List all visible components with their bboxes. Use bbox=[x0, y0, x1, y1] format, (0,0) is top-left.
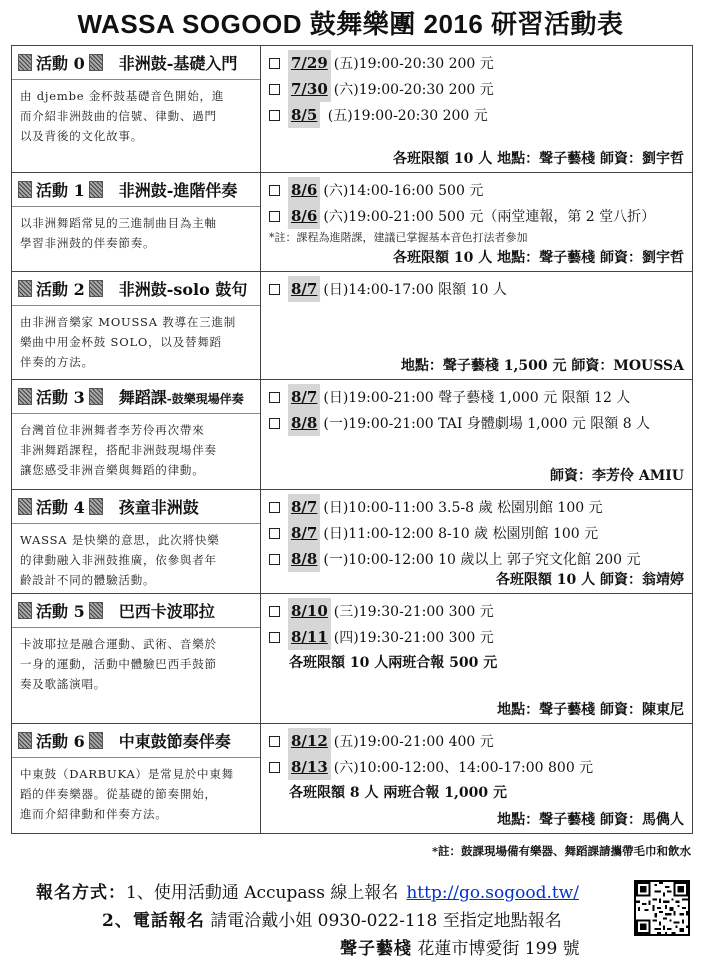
session-note: *註：課程為進階課，建議已掌握基本音色打法者參加 bbox=[269, 231, 528, 244]
session-date: 8/12 bbox=[288, 728, 331, 754]
registration-method-phone-label: 2、電話報名 bbox=[102, 911, 205, 931]
session-details: (五)19:00-20:30 200 元 bbox=[333, 56, 494, 72]
activity-label: 活動 4 bbox=[36, 498, 85, 517]
session-date: 8/11 bbox=[288, 624, 331, 650]
session-details: (日)10:00-11:00 3.5-8 歲 松園別館 100 元 bbox=[323, 500, 603, 516]
session-date: 8/8 bbox=[288, 410, 320, 436]
activity-label: 活動 2 bbox=[36, 280, 85, 299]
activity-description bbox=[12, 80, 260, 146]
session-checkbox[interactable] bbox=[269, 392, 280, 403]
session-details: (日)19:00-21:00 聲子藝棧 1,000 元 限額 12 人 bbox=[323, 390, 631, 406]
activity-row bbox=[12, 490, 693, 594]
activity-label: 活動 1 bbox=[36, 181, 85, 200]
activity-description-line: 以非洲舞蹈常見的三進制曲目為主軸 bbox=[20, 216, 217, 230]
activity-description-line: 奏及歌謠演唱。 bbox=[20, 677, 107, 691]
session-checkbox[interactable] bbox=[269, 632, 280, 643]
session-details: (六)19:00-20:30 200 元 bbox=[333, 82, 494, 98]
session-date: 8/7 bbox=[288, 520, 320, 546]
activity-description-line: 蹈的伴奏樂器。從基礎的節奏開始， bbox=[20, 787, 217, 801]
activity-description-line: 的律動融入非洲鼓推廣，依參與者年 bbox=[20, 553, 217, 567]
activity-name: 舞蹈課-鼓樂現場伴奏 bbox=[118, 388, 244, 407]
activity-name: 中東鼓節奏伴奏 bbox=[118, 732, 231, 751]
combined-price-note: 各班限額 10 人兩班合報 500 元 bbox=[289, 655, 498, 671]
block-marker-icon bbox=[18, 498, 32, 515]
footnote: *註：鼓課現場備有樂器、舞蹈課請攜帶毛巾和飲水 bbox=[431, 844, 691, 858]
activity-info: 各班限額 10 人 地點：聲子藝棧 師資：劉宇哲 bbox=[393, 250, 684, 266]
session-line bbox=[269, 177, 686, 203]
session-line bbox=[269, 754, 686, 780]
activity-row bbox=[12, 594, 693, 724]
block-marker-icon bbox=[89, 54, 103, 71]
activity-description bbox=[12, 524, 260, 590]
session-checkbox[interactable] bbox=[269, 418, 280, 429]
activity-row bbox=[12, 173, 693, 272]
session-date: 8/7 bbox=[288, 276, 320, 302]
session-details: (日)11:00-12:00 8-10 歲 松園別館 100 元 bbox=[323, 526, 599, 542]
session-date: 8/10 bbox=[288, 598, 331, 624]
session-line bbox=[269, 384, 686, 410]
session-line bbox=[269, 494, 686, 520]
session-checkbox[interactable] bbox=[269, 211, 280, 222]
activity-header bbox=[12, 46, 260, 80]
session-checkbox[interactable] bbox=[269, 185, 280, 196]
activity-info: 地點：聲子藝棧 師資：陳東尼 bbox=[497, 702, 684, 718]
block-marker-icon bbox=[89, 498, 103, 515]
activity-info: 地點：聲子藝棧 師資：馬儁人 bbox=[497, 812, 684, 828]
activity-description-line: 中東鼓（DARBUKA）是常見於中東舞 bbox=[20, 767, 234, 781]
session-checkbox[interactable] bbox=[269, 606, 280, 617]
session-details: (六)14:00-16:00 500 元 bbox=[323, 183, 484, 199]
block-marker-icon bbox=[89, 388, 103, 405]
session-line bbox=[269, 203, 686, 229]
session-date: 8/7 bbox=[288, 384, 320, 410]
activity-description bbox=[12, 414, 260, 480]
combined-price-note: 各班限額 8 人 兩班合報 1,000 元 bbox=[289, 785, 507, 801]
session-date: 7/30 bbox=[288, 76, 331, 102]
session-line bbox=[269, 728, 686, 754]
session-checkbox[interactable] bbox=[269, 736, 280, 747]
activity-description bbox=[12, 306, 260, 372]
activity-header bbox=[12, 380, 260, 414]
session-date: 8/6 bbox=[288, 177, 320, 203]
block-marker-icon bbox=[89, 280, 103, 297]
activity-description-line: 台灣首位非洲舞者李芳伶再次帶來 bbox=[20, 423, 205, 437]
session-details: (一)19:00-21:00 TAI 身體劇場 1,000 元 限額 8 人 bbox=[323, 416, 651, 432]
activity-description-line: 學習非洲鼓的伴奏節奏。 bbox=[20, 236, 156, 250]
session-date: 8/5 bbox=[288, 102, 320, 128]
session-date: 8/6 bbox=[288, 203, 320, 229]
page-title: WASSA SOGOOD 鼓舞樂團 2016 研習活動表 bbox=[77, 9, 624, 39]
session-checkbox[interactable] bbox=[269, 110, 280, 121]
session-date: 7/29 bbox=[288, 50, 331, 76]
block-marker-icon bbox=[89, 181, 103, 198]
session-details: (一)10:00-12:00 10 歲以上 郭子究文化館 200 元 bbox=[323, 552, 641, 568]
venue-address: 花蓮市博愛街 199 號 bbox=[417, 939, 580, 959]
activity-description-line: 樂曲中用金杯鼓 SOLO，以及替舞蹈 bbox=[20, 335, 222, 349]
block-marker-icon bbox=[89, 732, 103, 749]
block-marker-icon bbox=[18, 602, 32, 619]
session-details: (五)19:00-20:30 200 元 bbox=[323, 108, 488, 124]
block-marker-icon bbox=[18, 280, 32, 297]
registration-line-2 bbox=[102, 906, 562, 931]
session-line bbox=[269, 410, 686, 436]
activity-label: 活動 6 bbox=[36, 732, 85, 751]
session-details: (日)14:00-17:00 限額 10 人 bbox=[323, 282, 507, 298]
activity-description bbox=[12, 758, 260, 824]
activity-info: 各班限額 10 人 地點：聲子藝棧 師資：劉宇哲 bbox=[393, 151, 684, 167]
registration-method-online: 1、使用活動通 Accupass 線上報名 bbox=[126, 883, 399, 903]
session-checkbox[interactable] bbox=[269, 84, 280, 95]
activity-label: 活動 0 bbox=[36, 54, 85, 73]
session-checkbox[interactable] bbox=[269, 554, 280, 565]
venue-name: 聲子藝棧 bbox=[340, 939, 412, 959]
activity-description bbox=[12, 628, 260, 694]
venue-address-line bbox=[340, 934, 580, 959]
session-date: 8/7 bbox=[288, 494, 320, 520]
session-checkbox[interactable] bbox=[269, 528, 280, 539]
activity-schedule-table bbox=[11, 45, 693, 834]
session-details: (四)19:30-21:00 300 元 bbox=[333, 630, 494, 646]
session-date: 8/8 bbox=[288, 546, 320, 572]
activity-description-line: 由 djembe 金杯鼓基礎音色開始，進 bbox=[20, 89, 225, 103]
session-line bbox=[269, 102, 686, 128]
activity-header bbox=[12, 272, 260, 306]
activity-header bbox=[12, 594, 260, 628]
session-line bbox=[269, 520, 686, 546]
activity-label: 活動 3 bbox=[36, 388, 85, 407]
qr-code-icon[interactable] bbox=[634, 880, 690, 936]
activity-description-line: 一身的運動，活動中體驗巴西手鼓節 bbox=[20, 657, 217, 671]
activity-header bbox=[12, 490, 260, 524]
session-checkbox[interactable] bbox=[269, 58, 280, 69]
block-marker-icon bbox=[18, 732, 32, 749]
activity-description-line: 伴奏的方法。 bbox=[20, 355, 94, 369]
activity-name: 非洲鼓-基礎入門 bbox=[118, 54, 238, 73]
registration-line-1 bbox=[36, 878, 579, 903]
activity-name: 巴西卡波耶拉 bbox=[118, 602, 215, 621]
activity-info: 各班限額 10 人 師資：翁靖婷 bbox=[495, 572, 684, 588]
activity-description-line: 進而介紹律動和伴奏方法。 bbox=[20, 807, 168, 821]
activity-row bbox=[12, 272, 693, 380]
registration-label: 報名方式： bbox=[36, 883, 126, 903]
activity-name: 非洲鼓-solo 鼓句 bbox=[118, 280, 248, 299]
activity-description-line: 讓您感受非洲音樂與舞蹈的律動。 bbox=[20, 463, 205, 477]
activity-description-line: 以及背後的文化故事。 bbox=[20, 129, 143, 143]
session-line bbox=[269, 276, 686, 302]
activity-description-line: 而介紹非洲鼓曲的信號、律動、過門 bbox=[20, 109, 217, 123]
session-checkbox[interactable] bbox=[269, 762, 280, 773]
session-details: (五)19:00-21:00 400 元 bbox=[333, 734, 494, 750]
session-line bbox=[269, 624, 686, 650]
activity-row bbox=[12, 380, 693, 490]
session-date: 8/13 bbox=[288, 754, 331, 780]
activity-description-line: 卡波耶拉是融合運動、武術、音樂於 bbox=[20, 637, 217, 651]
block-marker-icon bbox=[18, 54, 32, 71]
activity-header bbox=[12, 173, 260, 207]
block-marker-icon bbox=[18, 181, 32, 198]
session-details: (六)19:00-21:00 500 元（兩堂連報，第 2 堂八折） bbox=[323, 209, 656, 225]
activity-description-line: 由非洲音樂家 MOUSSA 教導在三進制 bbox=[20, 315, 237, 329]
activity-row bbox=[12, 46, 693, 173]
registration-url-link[interactable]: http://go.sogood.tw/ bbox=[406, 883, 579, 903]
activity-description-line: 非洲舞蹈課程，搭配非洲鼓現場伴奏 bbox=[20, 443, 217, 457]
session-checkbox[interactable] bbox=[269, 284, 280, 295]
activity-row bbox=[12, 724, 693, 834]
session-line bbox=[269, 50, 686, 76]
block-marker-icon bbox=[18, 388, 32, 405]
activity-info: 師資：李芳伶 AMIU bbox=[550, 468, 684, 484]
block-marker-icon bbox=[89, 602, 103, 619]
registration-method-phone-text: 請電洽戴小姐 0930-022-118 至指定地點報名 bbox=[210, 911, 562, 931]
activity-header bbox=[12, 724, 260, 758]
activity-description-line: 齡設計不同的體驗活動。 bbox=[20, 573, 156, 587]
activity-label: 活動 5 bbox=[36, 602, 85, 621]
activity-description-line: WASSA 是快樂的意思，此次將快樂 bbox=[20, 533, 220, 547]
session-line bbox=[269, 76, 686, 102]
session-line bbox=[269, 598, 686, 624]
activity-name: 非洲鼓-進階伴奏 bbox=[118, 181, 238, 200]
activity-description bbox=[12, 207, 260, 253]
session-details: (六)10:00-12:00、14:00-17:00 800 元 bbox=[333, 760, 594, 776]
activity-name: 孩童非洲鼓 bbox=[118, 498, 199, 517]
session-checkbox[interactable] bbox=[269, 502, 280, 513]
activity-info: 地點：聲子藝棧 1,500 元 師資：MOUSSA bbox=[400, 358, 684, 374]
session-details: (三)19:30-21:00 300 元 bbox=[333, 604, 494, 620]
